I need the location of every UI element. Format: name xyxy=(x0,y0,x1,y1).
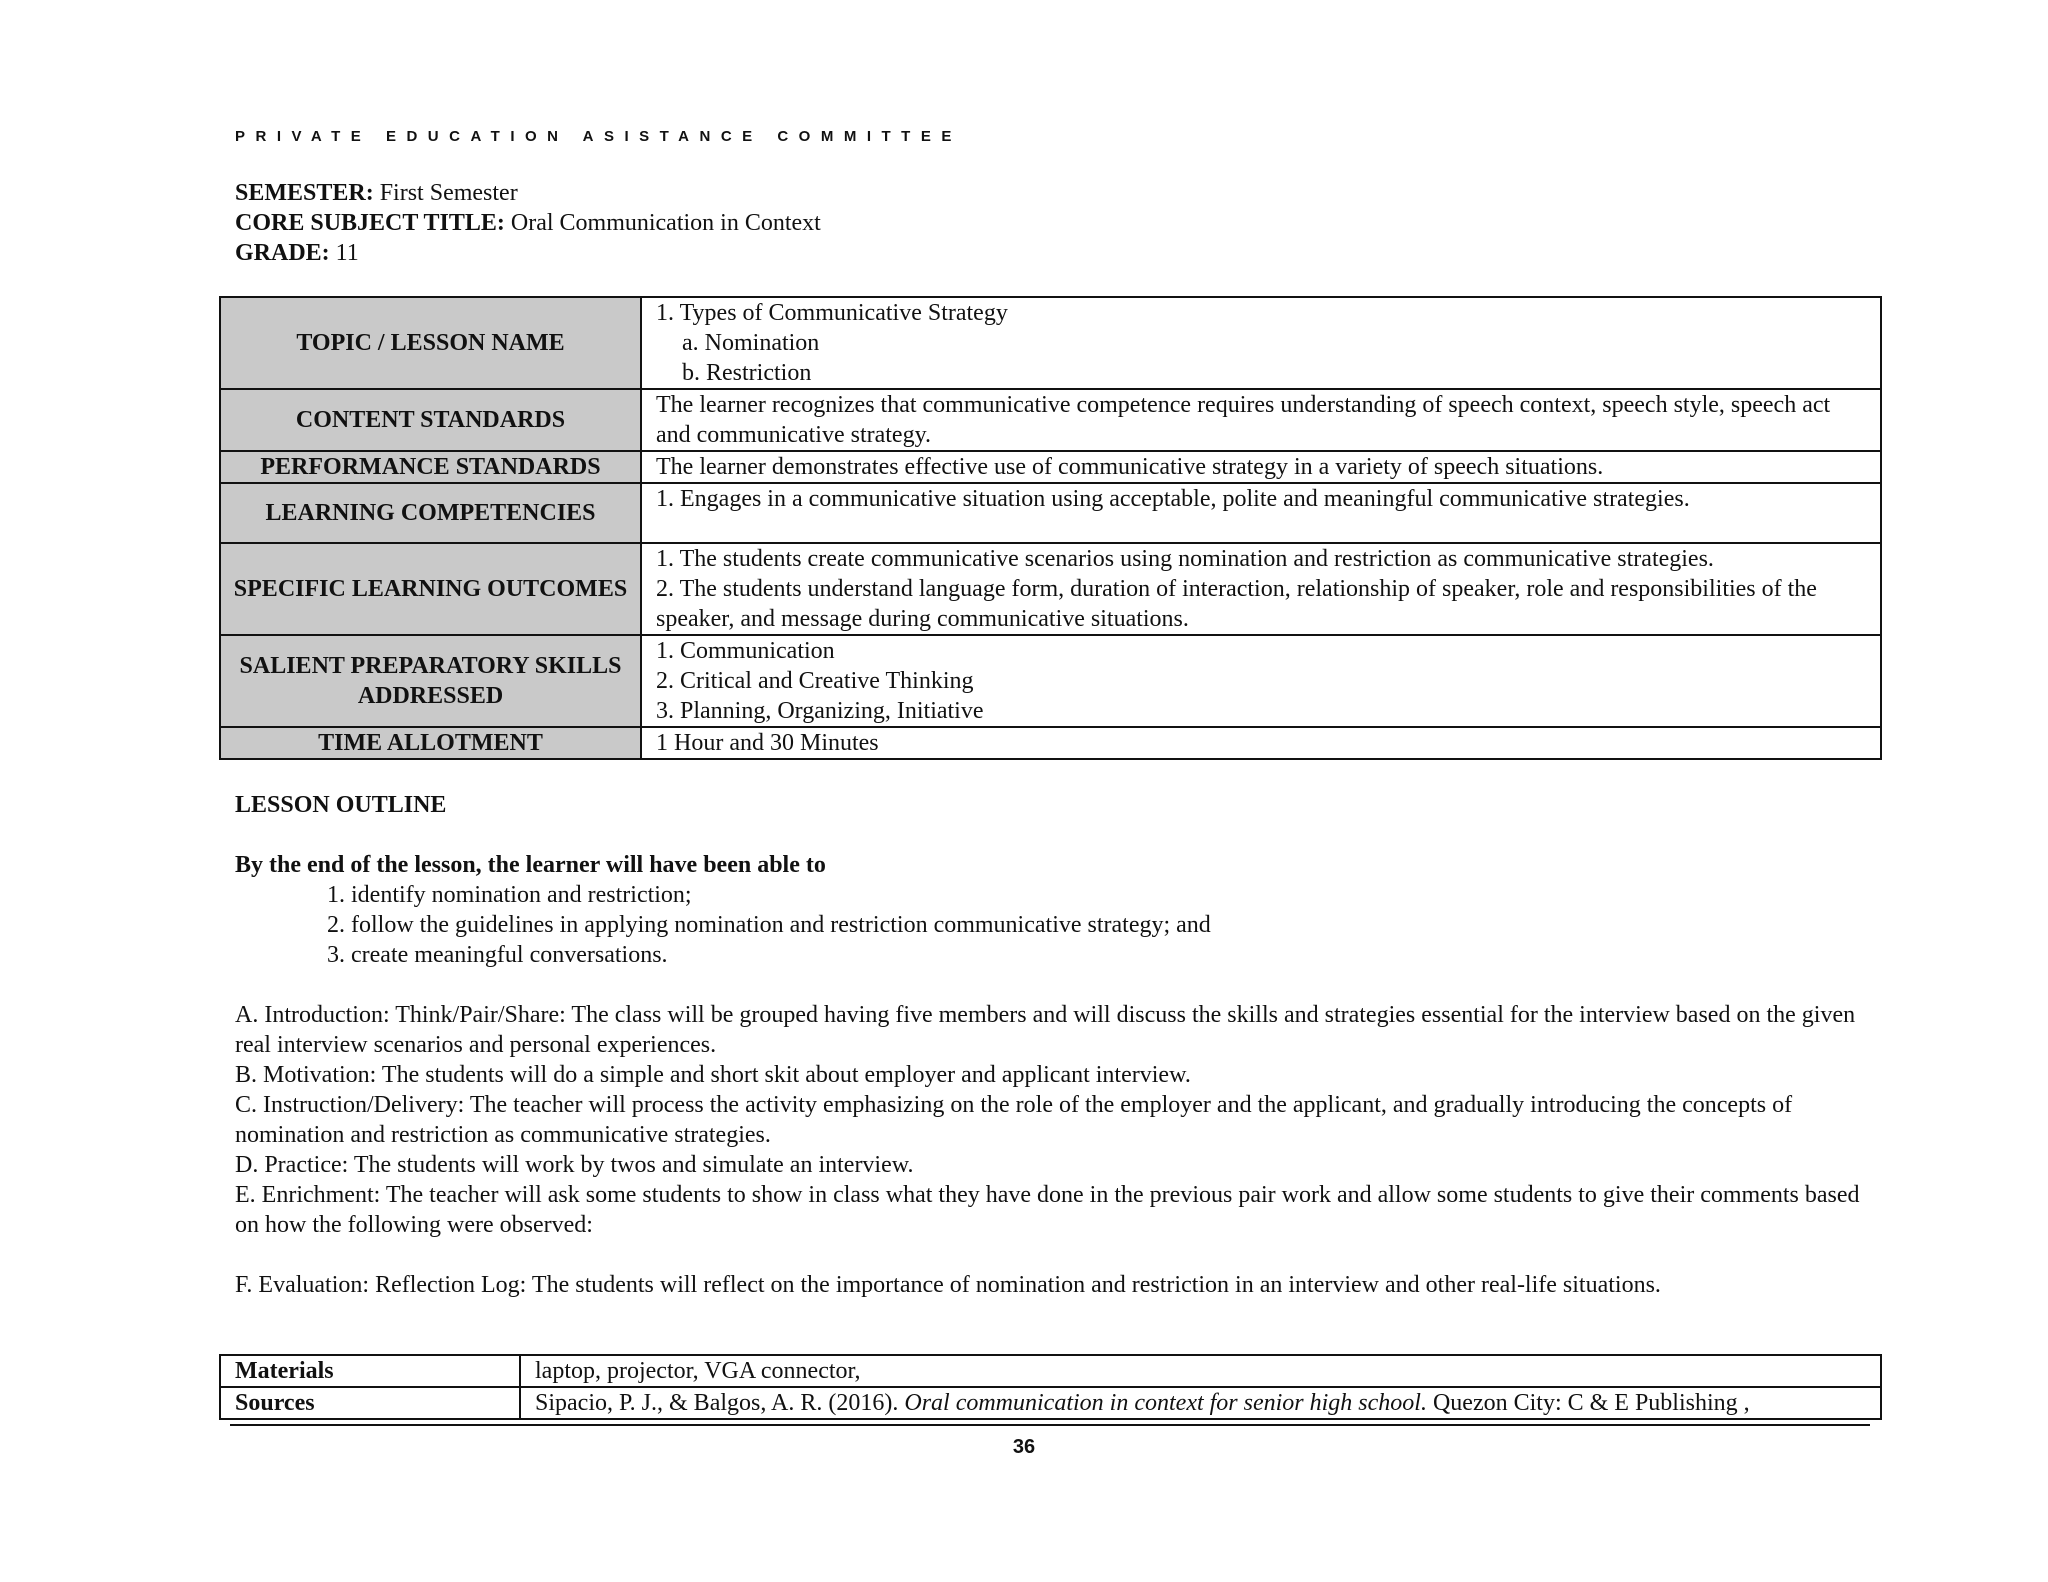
content-standards-label: CONTENT STANDARDS xyxy=(220,389,641,451)
semester-line xyxy=(235,178,821,208)
learning-competencies-row xyxy=(220,483,1881,543)
preparatory-skills-value xyxy=(641,635,1881,727)
outline-step: A. Introduction: Think/Pair/Share: The class will be grouped having five members and will discuss the skills and strategies essential for the interview based on the given real interview scenarios and personal experiences. xyxy=(235,1002,1856,1058)
page-number: 36 xyxy=(1012,1436,1036,1458)
learning-outcomes-row xyxy=(220,543,1881,635)
content-standards-value: The learner recognizes that communicative competence requires understanding of speech context, speech style, speech act and communicative strategy. xyxy=(641,389,1881,451)
time-allotment-label: TIME ALLOTMENT xyxy=(220,727,641,759)
topic-value xyxy=(641,297,1881,389)
preparatory-skills-row xyxy=(220,635,1881,727)
sources-row xyxy=(220,1387,1881,1419)
sources-title: Oral communication in context for senior high school. xyxy=(904,1390,1427,1416)
outline-step: B. Motivation: The students will do a simple and short skit about employer and applicant interview. xyxy=(235,1062,1191,1088)
sources-authors: Sipacio, P. J., & Balgos, A. R. (2016). xyxy=(535,1390,899,1416)
performance-standards-label: PERFORMANCE STANDARDS xyxy=(220,451,641,483)
content-standards-row xyxy=(220,389,1881,451)
outline-step: C. Instruction/Delivery: The teacher will process the activity emphasizing on the role of the employer and the applicant, and gradually introducing the concepts of nomination and restriction as communicative strategies. xyxy=(235,1092,1793,1148)
objective-item: 2. follow the guidelines in applying nomination and restriction communicative strategy; and xyxy=(327,912,1211,938)
sources-value xyxy=(520,1387,1881,1419)
subject-label: CORE SUBJECT TITLE: xyxy=(235,210,505,236)
performance-standards-row xyxy=(220,451,1881,483)
learning-outcomes-label: SPECIFIC LEARNING OUTCOMES xyxy=(220,543,641,635)
learning-competencies-value: 1. Engages in a communicative situation using acceptable, polite and meaningful communicative strategies. xyxy=(641,483,1881,543)
footer-divider xyxy=(230,1424,1870,1426)
outline-title: LESSON OUTLINE xyxy=(235,792,447,818)
skill-item: 1. Communication xyxy=(656,638,835,664)
organization-header: PRIVATE EDUCATION ASISTANCE COMMITTEE xyxy=(235,128,962,145)
grade-line xyxy=(235,238,821,268)
learning-outcomes-value xyxy=(641,543,1881,635)
objectives-list xyxy=(235,880,1875,970)
skill-item: 3. Planning, Organizing, Initiative xyxy=(656,698,984,724)
subject-line xyxy=(235,208,821,238)
skill-item: 2. Critical and Creative Thinking xyxy=(656,668,974,694)
topic-row xyxy=(220,297,1881,389)
lesson-outline xyxy=(235,790,1875,1300)
sources-label: Sources xyxy=(220,1387,520,1419)
objectives-intro: By the end of the lesson, the learner will have been able to xyxy=(235,852,826,878)
evaluation-step: F. Evaluation: Reflection Log: The students will reflect on the importance of nomination and restriction in an interview and other real-life situations. xyxy=(235,1272,1661,1298)
time-allotment-row xyxy=(220,727,1881,759)
topic-line: 1. Types of Communicative Strategy xyxy=(656,300,1008,326)
semester-value: First Semester xyxy=(379,180,518,206)
outcome-item: 2. The students understand language form, duration of interaction, relationship of speaker, role and responsibilities of the speaker, and message during communicative situations. xyxy=(656,576,1817,632)
materials-row xyxy=(220,1355,1881,1387)
performance-standards-value: The learner demonstrates effective use of communicative strategy in a variety of speech situations. xyxy=(641,451,1881,483)
learning-competencies-label: LEARNING COMPETENCIES xyxy=(220,483,641,543)
semester-label: SEMESTER: xyxy=(235,180,374,206)
materials-sources-table xyxy=(219,1354,1882,1420)
grade-label: GRADE: xyxy=(235,240,330,266)
topic-subline: b. Restriction xyxy=(682,360,812,386)
sources-publisher: Quezon City: C & E Publishing , xyxy=(1432,1390,1750,1416)
topic-subline: a. Nomination xyxy=(682,330,820,356)
time-allotment-value: 1 Hour and 30 Minutes xyxy=(641,727,1881,759)
outcome-item: 1. The students create communicative scenarios using nomination and restriction as communicative strategies. xyxy=(656,546,1714,572)
objective-item: 3. create meaningful conversations. xyxy=(327,942,668,968)
materials-value: laptop, projector, VGA connector, xyxy=(520,1355,1881,1387)
grade-value: 11 xyxy=(335,240,359,266)
objective-item: 1. identify nomination and restriction; xyxy=(327,882,692,908)
preparatory-skills-label: SALIENT PREPARATORY SKILLS ADDRESSED xyxy=(220,635,641,727)
outline-step: E. Enrichment: The teacher will ask some students to show in class what they have done in the previous pair work and allow some students to give their comments based on how the following were observed: xyxy=(235,1182,1860,1238)
materials-label: Materials xyxy=(220,1355,520,1387)
lesson-info-table xyxy=(219,296,1882,760)
course-meta xyxy=(235,178,821,268)
topic-label: TOPIC / LESSON NAME xyxy=(220,297,641,389)
subject-value: Oral Communication in Context xyxy=(510,210,821,236)
outline-step: D. Practice: The students will work by twos and simulate an interview. xyxy=(235,1152,914,1178)
